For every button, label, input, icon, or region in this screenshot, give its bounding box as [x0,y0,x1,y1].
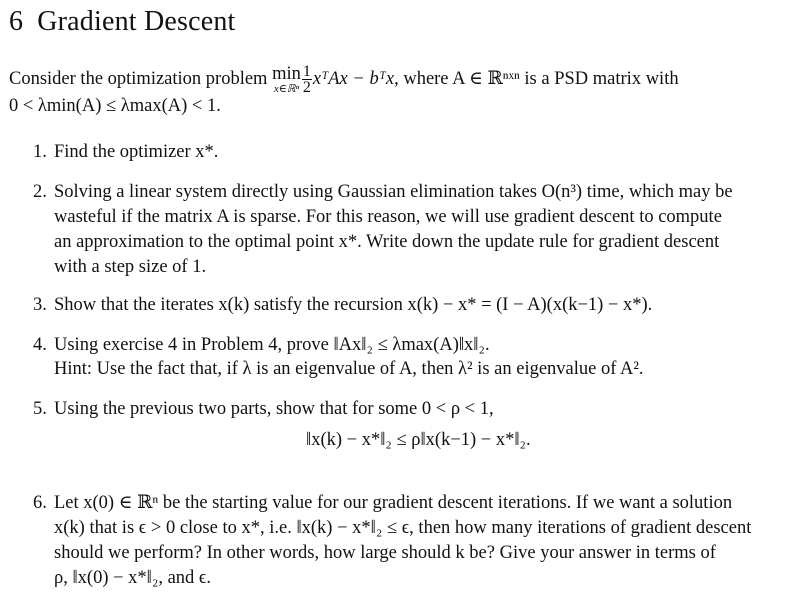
item-2-line-4: with a step size of 1. [54,257,207,277]
objective-expression: xᵀAx − bᵀx [312,68,395,89]
section-number: 6 [9,6,24,37]
item-2-line-1: Solving a linear system directly using Gaussian elimination takes O(n³) time, which may be [54,182,733,202]
item-5-line-1: Using the previous two parts, show that for some 0 < ρ < 1, [54,399,494,419]
item-3-number: 3. [33,295,47,315]
intro-line-2: 0 < λmin(A) ≤ λmax(A) < 1. [9,96,221,116]
intro-where-text: , where A ∈ ℝⁿˣⁿ is a PSD matrix with [394,68,679,89]
section-heading [9,6,236,38]
item-2-number: 2. [33,182,47,202]
item-5-display-equation: ‖x(k) − x*‖₂ ≤ ρ‖x(k−1) − x*‖₂. [306,430,531,450]
intro-lead: Consider the optimization problem [9,68,268,89]
item-6-line-2: x(k) that is ϵ > 0 close to x*, i.e. ‖x(k) − x*‖₂ ≤ ϵ, then how many iterations of gradient descent [54,518,752,538]
section-title: Gradient Descent [37,6,236,37]
item-4-hint: Hint: Use the fact that, if λ is an eigenvalue of A, then λ² is an eigenvalue of A². [54,359,644,379]
item-4-line-1: Using exercise 4 in Problem 4, prove ‖Ax‖₂ ≤ λmax(A)‖x‖₂. [54,335,490,355]
item-5-number: 5. [33,399,47,419]
item-1-number: 1. [33,142,47,162]
item-6-line-1: Let x(0) ∈ ℝⁿ be the starting value for our gradient descent iterations. If we want a solution [54,493,733,513]
item-2-line-3: an approximation to the optimal point x*. Write down the update rule for gradient descent [54,232,720,252]
item-1-line-1: Find the optimizer x*. [54,142,219,162]
item-4-number: 4. [33,335,47,355]
item-2-line-2: wasteful if the matrix A is sparse. For this reason, we will use gradient descent to compute [54,207,722,227]
item-3-line-1: Show that the iterates x(k) satisfy the recursion x(k) − x* = (I − A)(x(k−1) − x*). [54,295,653,315]
intro-line-1 [9,64,679,95]
item-6-line-4: ρ, ‖x(0) − x*‖₂, and ϵ. [54,568,212,588]
item-6-number: 6. [33,493,47,513]
min-operator: min x∈ℝⁿ [272,64,301,95]
one-half-fraction: $\frac{1}{2}$ [302,63,311,96]
item-6-line-3: should we perform? In other words, how large should k be? Give your answer in terms of [54,543,716,563]
